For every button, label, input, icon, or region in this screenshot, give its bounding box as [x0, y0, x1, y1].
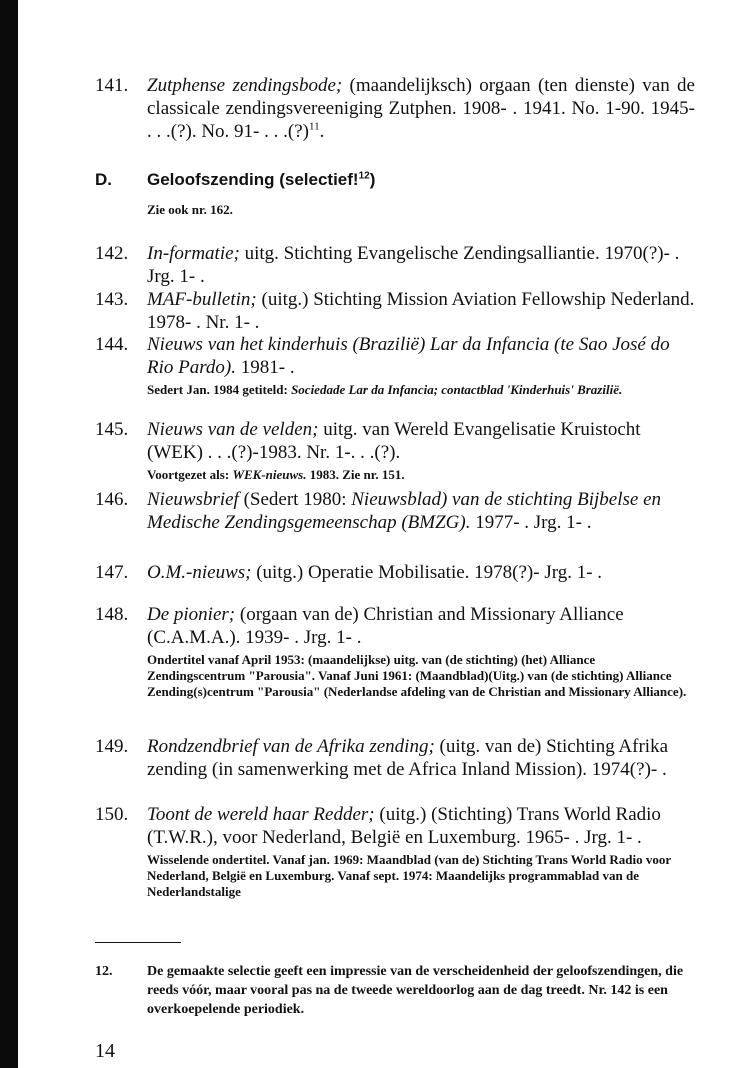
- entry-note: Ondertitel vanaf April 1953: (maandelijkse) uitg. van (de stichting) (het) Alliance Zendingscentrum "Parousia". Vanaf Juni 1961: (Maandblad)(Uitg.) van (de stichting) Alliance Zending(s)centrum "Parousia" (Nederlandse afdeling van de Christian and Missionary Alliance).: [147, 652, 687, 699]
- section-see-also: Zie ook nr. 162.: [147, 202, 233, 217]
- footnote-divider: [95, 942, 181, 943]
- entry-143: [95, 288, 695, 334]
- entry-title: Nieuwsbrief: [147, 489, 239, 510]
- entry-text: (uitg. van de) Stichting Afrika zending (in samenwerking met de Africa Inland Mission). 1974(?)- .: [147, 736, 668, 780]
- entry-number: 143.: [95, 289, 129, 310]
- entry-147: [95, 561, 695, 584]
- entry-text-end: .: [319, 121, 325, 142]
- entry-text: (uitg.) (Stichting) Trans World Radio (T.W.R.), voor Nederland, België en Luxemburg. 1965- . Jrg. 1- .: [147, 804, 661, 848]
- entry-number: 149.: [95, 736, 129, 757]
- entry-title: Nieuws van het kinderhuis (Brazilië) Lar da Infancia (te Sao José do Rio Pardo).: [147, 334, 670, 378]
- entry-text: (orgaan van de) Christian and Missionary Alliance (C.A.M.A.). 1939- . Jrg. 1- .: [147, 604, 624, 648]
- entry-title: O.M.-nieuws;: [147, 562, 252, 583]
- entry-title: In-formatie;: [147, 243, 240, 264]
- note-text: Voortgezet als:: [147, 467, 233, 482]
- entry-148: [95, 603, 695, 700]
- footnote-number: 12.: [95, 964, 113, 979]
- entry-number: 141.: [95, 75, 129, 96]
- section-header: [95, 170, 695, 220]
- section-letter: D.: [95, 170, 112, 189]
- entry-text: (Sedert 1980:: [238, 489, 352, 510]
- entry-note: [147, 467, 695, 483]
- note-text: Sedert Jan. 1984 getiteld:: [147, 382, 292, 397]
- entry-text: 1981- .: [236, 357, 295, 378]
- footnote-ref: 12: [358, 170, 370, 182]
- entry-145: [95, 418, 695, 483]
- entry-text: (maandelijksch) orgaan (ten dienste) van de classicale zendingsvereeniging Zutphen. 1908- . 1941. No. 1-90. 1945- . . .(?). No. 91- . . .(?): [147, 75, 695, 142]
- entry-141: [95, 74, 695, 143]
- section-heading-close: ): [369, 170, 376, 189]
- entry-number: 150.: [95, 804, 129, 825]
- entry-144: [95, 333, 695, 398]
- entry-149: [95, 735, 695, 781]
- entry-number: 147.: [95, 562, 129, 583]
- entry-title: Toont de wereld haar Redder;: [147, 804, 375, 825]
- note-italic: Sociedade Lar da Infancia; contactblad 'Kinderhuis' Brazilië.: [291, 382, 623, 397]
- entry-150: [95, 803, 695, 900]
- entry-number: 144.: [95, 334, 129, 355]
- entry-title: De pionier;: [147, 604, 236, 625]
- entry-text: uitg. van Wereld Evangelisatie Kruistocht (WEK) . . .(?)-1983. Nr. 1-. . .(?).: [147, 419, 641, 463]
- entry-title: Rondzendbrief van de Afrika zending;: [147, 736, 435, 757]
- entry-142: [95, 242, 695, 288]
- entry-note: Wisselende ondertitel. Vanaf jan. 1969: Maandblad (van de) Stichting Trans World Radio voor Nederland, België en Luxemburg. Vanaf sept. 1974: Maandelijks programmablad van de Nederlandstalige: [147, 852, 671, 899]
- note-text-end: 1983. Zie nr. 151.: [306, 467, 405, 482]
- binding-edge: [0, 0, 18, 1068]
- section-heading: Geloofszending (selectief!: [147, 170, 359, 189]
- entry-title: Nieuws van de velden;: [147, 419, 319, 440]
- footnote-ref: 11: [308, 120, 320, 133]
- footnote: [95, 962, 695, 1019]
- entry-number: 145.: [95, 419, 129, 440]
- footnote-text: De gemaakte selectie geeft een impressie van de verscheidenheid der geloofszendingen, die reeds vóór, maar vooral pas na de tweede wereldoorlog aan de dag treedt. Nr. 142 is een overkoepelende periodiek.: [147, 964, 684, 1017]
- entry-title-cont: Nieuwsblad) van de stichting Bijbelse en Medische Zendingsgemeenschap (BMZG).: [147, 489, 662, 533]
- entry-146: [95, 488, 695, 534]
- entry-number: 148.: [95, 604, 129, 625]
- entry-note: [147, 382, 695, 398]
- page-number: 14: [95, 1040, 115, 1062]
- entry-number: 142.: [95, 243, 129, 264]
- entry-text: (uitg.) Operatie Mobilisatie. 1978(?)- Jrg. 1- .: [251, 562, 603, 583]
- note-italic: WEK-nieuws.: [232, 467, 307, 482]
- entry-text: (uitg.) Stichting Mission Aviation Fellowship Nederland. 1978- . Nr. 1- .: [147, 289, 695, 333]
- entry-text: uitg. Stichting Evangelische Zendingsalliantie. 1970(?)- . Jrg. 1- .: [147, 243, 680, 287]
- entry-title: MAF-bulletin;: [147, 289, 257, 310]
- entry-title: Zutphense zendingsbode;: [147, 75, 343, 96]
- entry-text-cont: 1977- . Jrg. 1- .: [470, 512, 592, 533]
- entry-number: 146.: [95, 489, 129, 510]
